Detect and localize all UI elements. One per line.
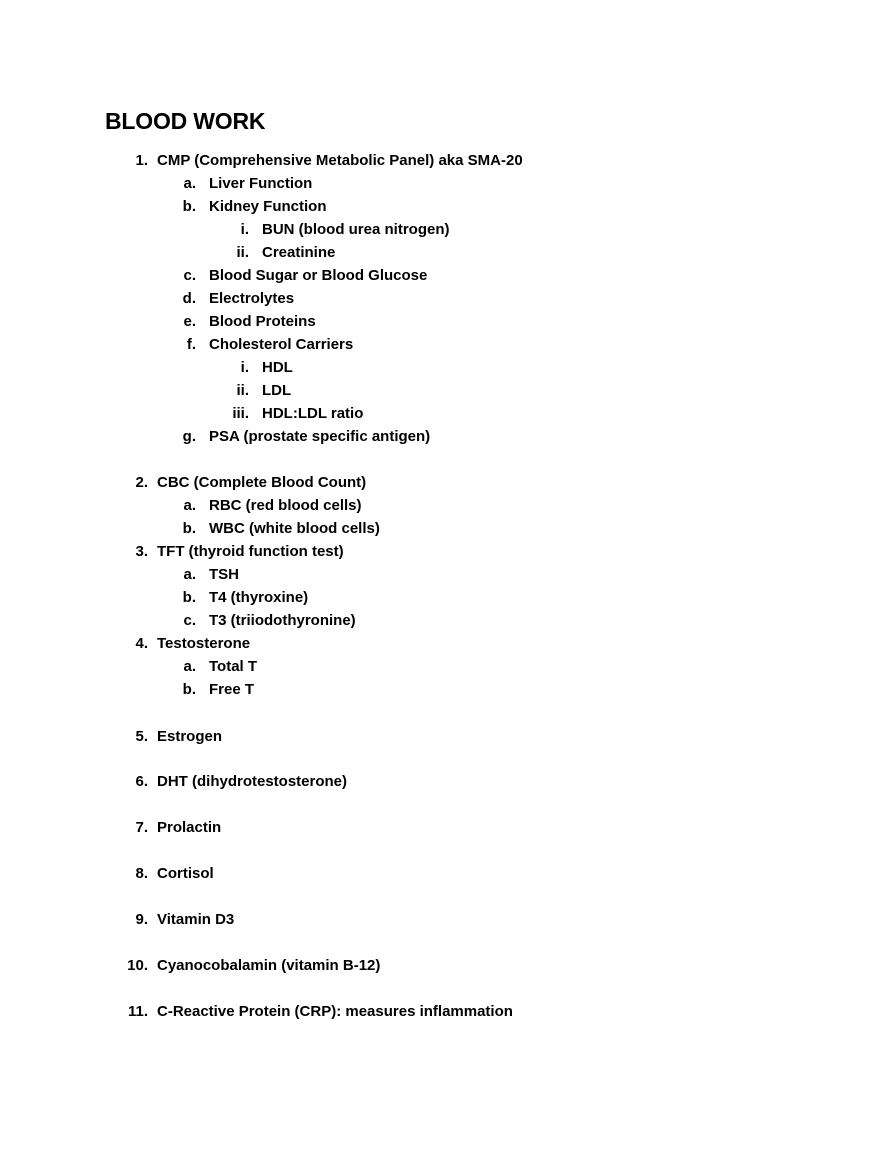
list-marker: a. (183, 175, 196, 192)
list-item-text: DHT (dihydrotestosterone) (157, 773, 348, 790)
list-item-text: TSH (209, 566, 239, 583)
list-marker: f. (186, 336, 196, 353)
list-marker: 9. (135, 911, 148, 928)
list-marker: b. (182, 198, 196, 215)
list-item-text: T3 (triiodothyronine) (209, 612, 356, 629)
list-item-text: Cyanocobalamin (vitamin B-12) (157, 957, 381, 974)
list-marker: 1. (135, 152, 148, 169)
list-item-text: Liver Function (209, 175, 313, 192)
list-marker: 5. (135, 728, 148, 745)
list-item-text: WBC (white blood cells) (209, 520, 380, 537)
list-item-text: CMP (Comprehensive Metabolic Panel) aka SMA-20 (157, 152, 523, 169)
list-item-text: Estrogen (157, 728, 223, 745)
list-item-text: Creatinine (262, 244, 336, 261)
list-marker: 11. (127, 1003, 148, 1020)
list-marker: a. (183, 658, 196, 675)
list-item-text: Testosterone (157, 635, 251, 652)
list-item-text: Cholesterol Carriers (209, 336, 354, 353)
list-item-text: BUN (blood urea nitrogen) (262, 221, 450, 238)
list-marker: ii. (236, 244, 249, 261)
list-marker: d. (182, 290, 196, 307)
list-item-text: HDL:LDL ratio (262, 405, 364, 422)
list-marker: i. (240, 359, 249, 376)
page-title: BLOOD WORK (105, 108, 266, 134)
list-marker: b. (182, 589, 196, 606)
list-marker: c. (183, 612, 196, 629)
list-marker: iii. (232, 405, 249, 422)
list-marker: i. (240, 221, 249, 238)
list-marker: 3. (135, 543, 148, 560)
list-marker: c. (183, 267, 196, 284)
list-marker: 6. (135, 773, 148, 790)
list-item-text: CBC (Complete Blood Count) (157, 474, 367, 491)
list-item-text: TFT (thyroid function test) (157, 543, 344, 560)
list-marker: g. (182, 428, 196, 445)
list-item-text: HDL (262, 359, 293, 376)
list-marker: 10. (127, 957, 148, 974)
list-item-text: Blood Proteins (209, 313, 316, 330)
list-item-text: LDL (262, 382, 292, 399)
list-item-text: C-Reactive Protein (CRP): measures inflammation (157, 1003, 513, 1020)
list-marker: b. (182, 520, 196, 537)
list-marker: 2. (135, 474, 148, 491)
list-item-text: Blood Sugar or Blood Glucose (209, 267, 428, 284)
list-item-text: T4 (thyroxine) (209, 589, 309, 606)
list-item-text: Total T (209, 658, 258, 675)
list-marker: 4. (135, 635, 148, 652)
list-item-text: RBC (red blood cells) (209, 497, 362, 514)
list-marker: 7. (135, 819, 148, 836)
list-marker: e. (183, 313, 196, 330)
list-marker: b. (182, 681, 196, 698)
list-marker: 8. (135, 865, 148, 882)
list-item-text: Vitamin D3 (157, 911, 235, 928)
list-item-text: Prolactin (157, 819, 222, 836)
list-item-text: Electrolytes (209, 290, 295, 307)
list-item-text: Cortisol (157, 865, 214, 882)
list-marker: a. (183, 497, 196, 514)
list-item-text: Free T (209, 681, 255, 698)
list-item-text: PSA (prostate specific antigen) (209, 428, 431, 445)
list-marker: ii. (236, 382, 249, 399)
list-item-text: Kidney Function (209, 198, 327, 215)
list-marker: a. (183, 566, 196, 583)
